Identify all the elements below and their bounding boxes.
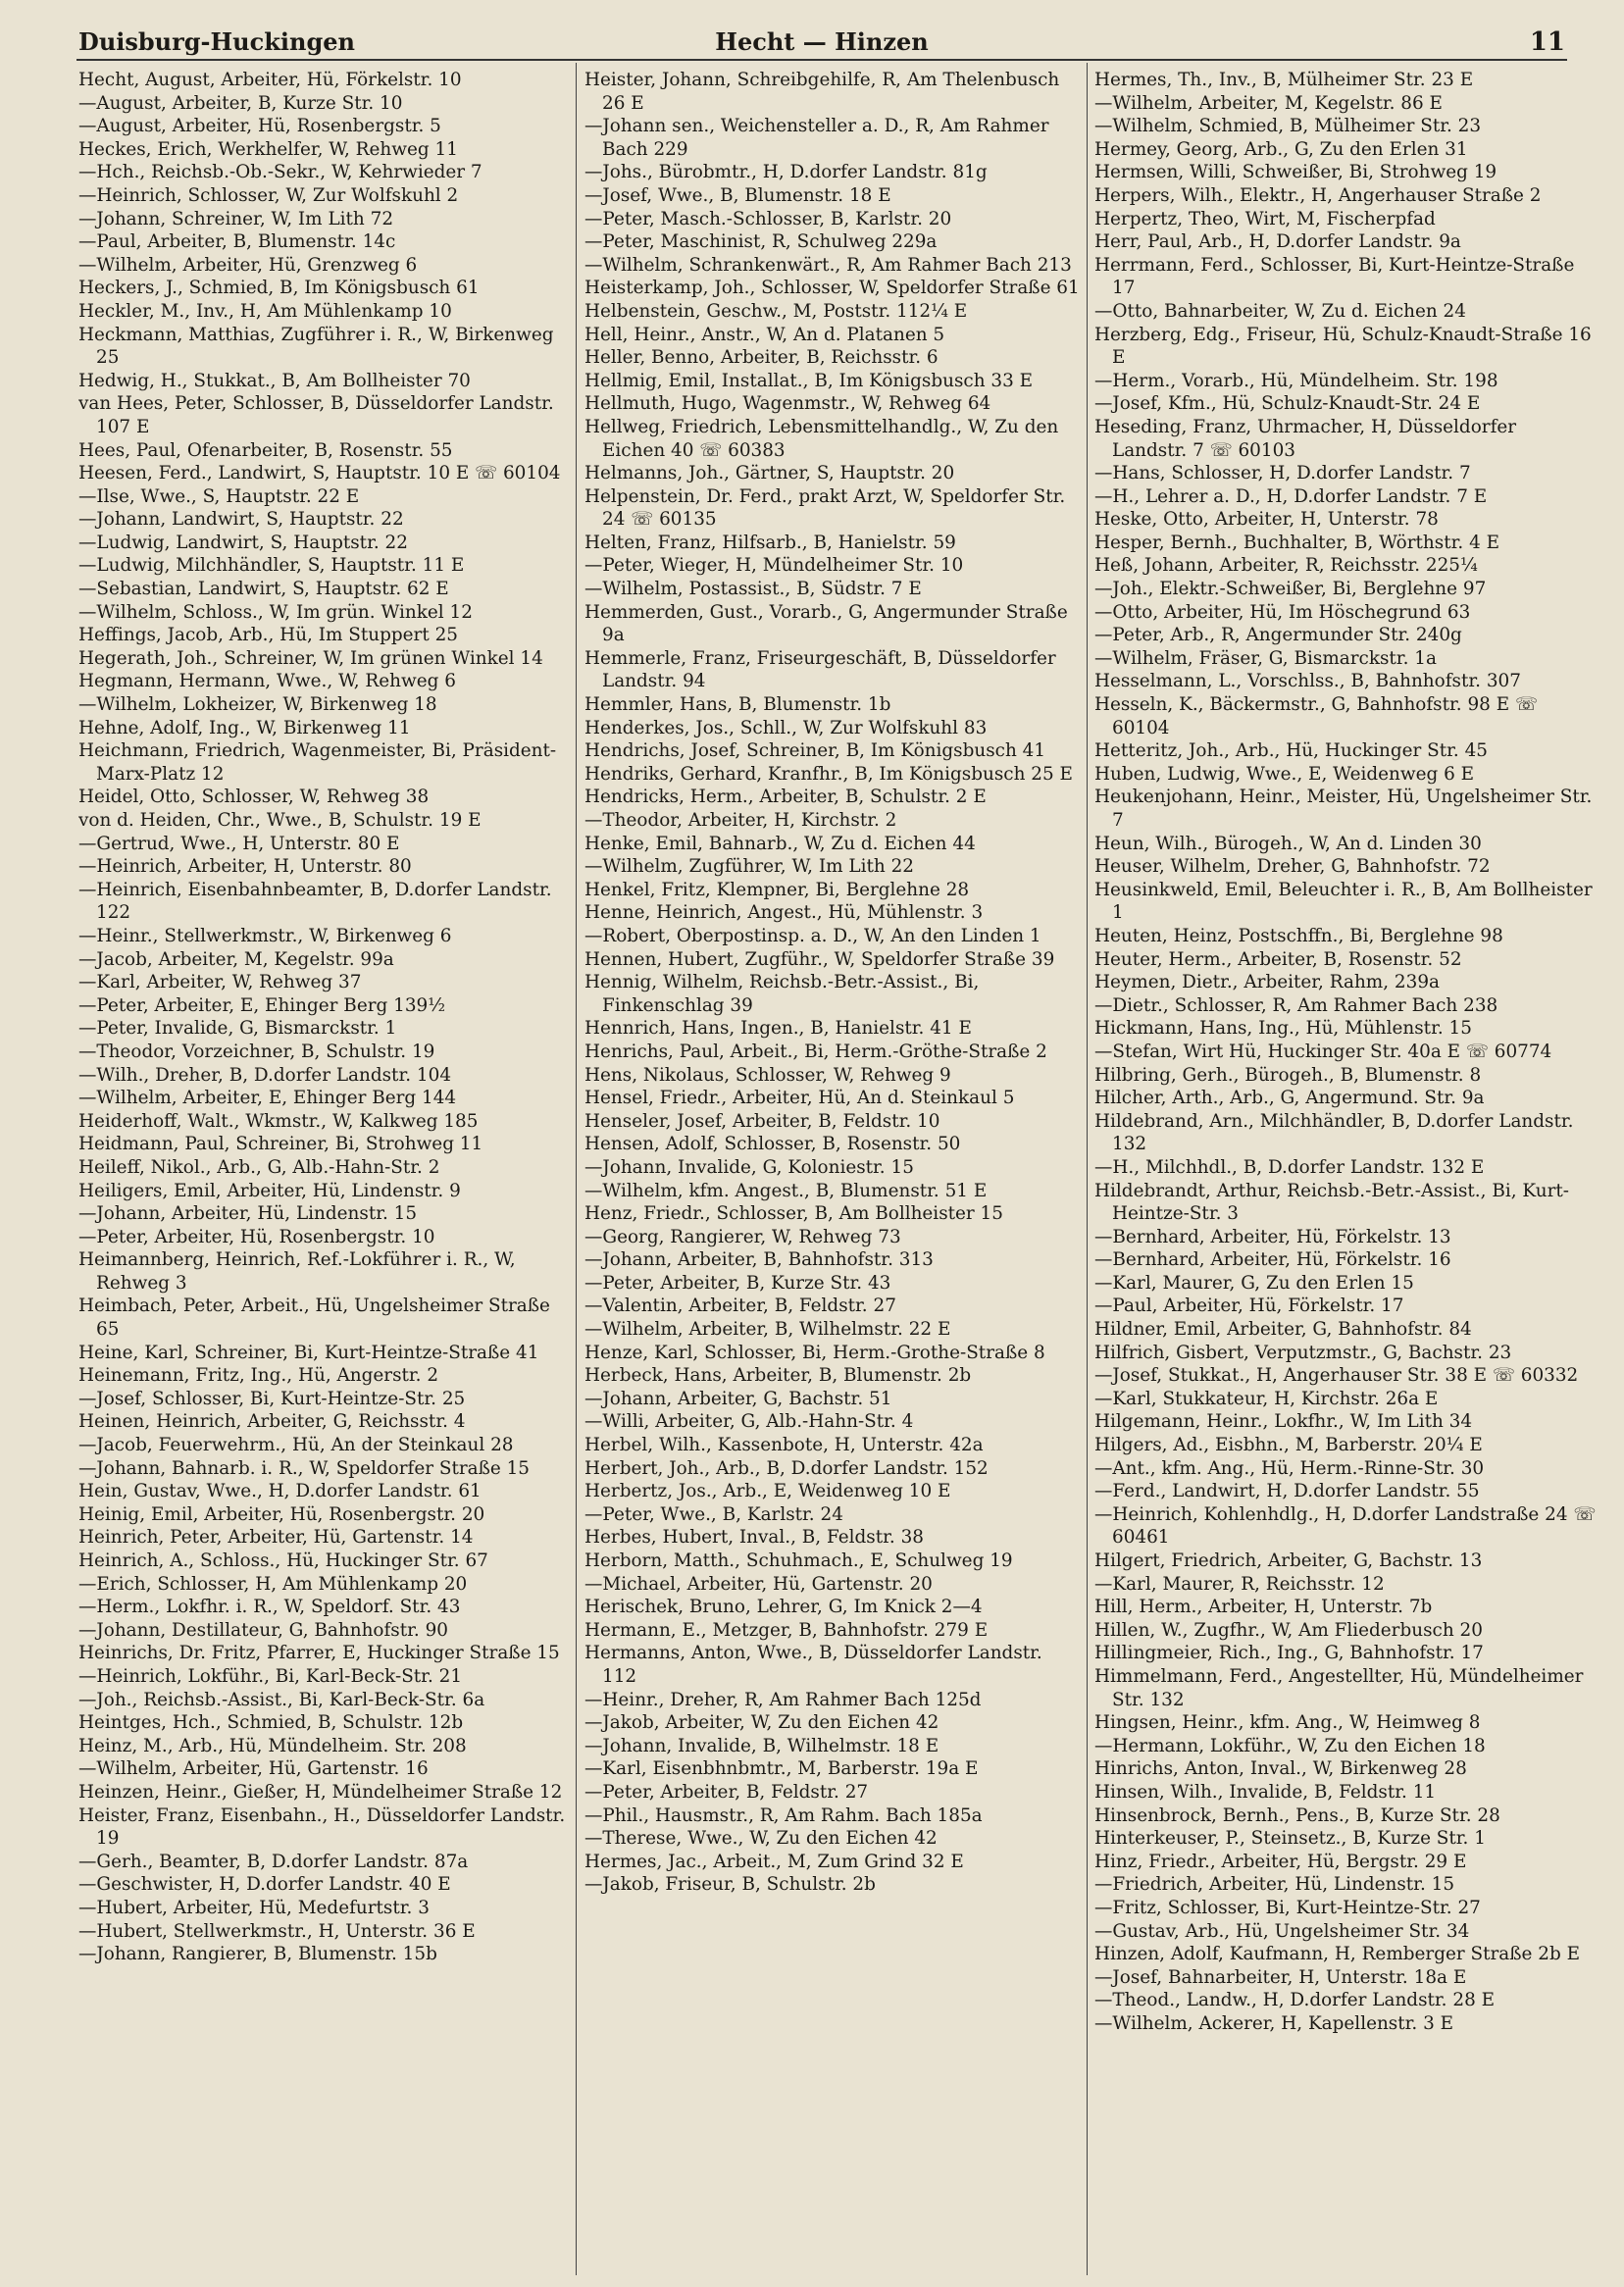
directory-entry: —Ludwig, Milchhändler, S, Hauptstr. 11 E [78, 555, 465, 577]
directory-entry: Heinzen, Heinr., Gießer, H, Mündelheimer Straße 12 [78, 1781, 563, 1803]
directory-entry: —Peter, Arbeiter, Hü, Rosenbergstr. 10 [78, 1226, 435, 1247]
directory-entry: Heisterkamp, Joh., Schlosser, W, Speldorfer Straße 61 [584, 278, 1080, 299]
directory-entry: Herpertz, Theo, Wirt, M, Fischerpfad [1094, 208, 1436, 229]
directory-entry: Heske, Otto, Arbeiter, H, Unterstr. 78 [1094, 509, 1439, 531]
directory-entry: —Johann, Destillateur, G, Bahnhofstr. 90 [78, 1619, 448, 1641]
directory-entry: —Karl, Maurer, G, Zu den Erlen 15 [1094, 1272, 1414, 1294]
directory-entry: Heinrichs, Dr. Fritz, Pfarrer, E, Huckinger Straße 15 [78, 1643, 560, 1664]
directory-entry: Hinsenbrock, Bernh., Pens., B, Kurze Str. 28 [1094, 1804, 1500, 1826]
directory-entry: Herborn, Matth., Schuhmach., E, Schulweg 19 [584, 1550, 1013, 1571]
directory-entry: Hermann, E., Metzger, B, Bahnhofstr. 279 E [584, 1619, 989, 1641]
directory-entry: —Johann, Schreiner, W, Im Lith 72 [78, 208, 394, 229]
directory-entry: Heister, Johann, Schreibgehilfe, R, Am Thelenbusch 26 E [584, 70, 1060, 114]
directory-entry: —Joh., Elektr.-Schweißer, Bi, Berglehne 97 [1094, 579, 1487, 600]
directory-entry: Henz, Friedr., Schlosser, B, Am Bollheister 15 [584, 1203, 1003, 1225]
directory-entry: —Johann, Invalide, G, Koloniestr. 15 [584, 1156, 914, 1178]
directory-entry: Heidmann, Paul, Schreiner, Bi, Strohweg 11 [78, 1134, 483, 1155]
directory-entry: —Josef, Kfm., Hü, Schulz-Knaudt-Str. 24 E [1094, 393, 1481, 415]
directory-entry: —H., Lehrer a. D., H, D.dorfer Landstr. 7 E [1094, 485, 1488, 507]
directory-entry: —Hubert, Stellwerkmstr., H, Unterstr. 36 E [78, 1920, 476, 1942]
directory-entry: —Johann, Arbeiter, Hü, Lindenstr. 15 [78, 1203, 418, 1225]
directory-entry: —Jacob, Feuerwehrm., Hü, An der Steinkaul 28 [78, 1435, 514, 1456]
directory-entry: Herbert, Joh., Arb., B, D.dorfer Landstr. 152 [584, 1457, 989, 1479]
directory-entry: —Stefan, Wirt Hü, Huckinger Str. 40a E ☏ 60774 [1094, 1041, 1552, 1062]
directory-entry: —Peter, Maschinist, R, Schulweg 229a [584, 231, 938, 253]
directory-entry: —Fritz, Schlosser, Bi, Kurt-Heintze-Str. 27 [1094, 1897, 1481, 1918]
directory-entry: —Josef, Wwe., B, Blumenstr. 18 E [584, 184, 891, 206]
directory-entry: —Sebastian, Landwirt, S, Hauptstr. 62 E [78, 579, 449, 600]
directory-entry: Heckmann, Matthias, Zugführer i. R., W, Birkenweg 25 [78, 324, 554, 369]
directory-entry: —Johs., Bürobmtr., H, D.dorfer Landstr. 81g [584, 162, 988, 183]
directory-entry: —August, Arbeiter, Hü, Rosenbergstr. 5 [78, 116, 441, 137]
directory-entry: Hendricks, Herm., Arbeiter, B, Schulstr. 2 E [584, 787, 987, 808]
directory-entry: Hermsen, Willi, Schweißer, Bi, Strohweg 19 [1094, 162, 1497, 183]
directory-entry: Hingsen, Heinr., kfm. Ang., W, Heimweg 8 [1094, 1712, 1481, 1734]
directory-entry: Hellmig, Emil, Installat., B, Im Königsbusch 33 E [584, 370, 1034, 391]
directory-entry: —Wilhelm, Arbeiter, M, Kegelstr. 86 E [1094, 92, 1443, 114]
directory-entry: Hermanns, Anton, Wwe., B, Düsseldorfer Landstr. 112 [584, 1643, 1042, 1687]
directory-entry: Hesselmann, L., Vorschlss., B, Bahnhofstr. 307 [1094, 671, 1521, 692]
directory-entry: Hilcher, Arth., Arb., G, Angermund. Str. 9a [1094, 1088, 1485, 1109]
directory-entry: —Johann, Arbeiter, G, Bachstr. 51 [584, 1388, 892, 1409]
directory-entry: Heukenjohann, Heinr., Meister, Hü, Ungelsheimer Str. 7 [1094, 787, 1593, 831]
directory-entry: —Otto, Bahnarbeiter, W, Zu d. Eichen 24 [1094, 300, 1466, 322]
directory-entry: Helten, Franz, Hilfsarb., B, Hanielstr. 59 [584, 532, 956, 553]
directory-entry: —Herm., Lokfhr. i. R., W, Speldorf. Str. 43 [78, 1597, 461, 1618]
directory-entry: Herrmann, Ferd., Schlosser, Bi, Kurt-Heintze-Straße 17 [1094, 254, 1575, 299]
directory-entry: —Wilhelm, kfm. Angest., B, Blumenstr. 51 E [584, 1180, 988, 1201]
directory-entry: —Wilhelm, Arbeiter, B, Wilhelmstr. 22 E [584, 1319, 951, 1341]
directory-entry: Heckers, J., Schmied, B, Im Königsbusch 61 [78, 278, 480, 299]
directory-entry: —Bernhard, Arbeiter, Hü, Förkelstr. 13 [1094, 1226, 1451, 1247]
directory-entry: —Johann, Arbeiter, B, Bahnhofstr. 313 [584, 1249, 934, 1271]
directory-entry: Hennrich, Hans, Ingen., B, Hanielstr. 41 E [584, 1018, 972, 1040]
directory-entry: Hedwig, H., Stukkat., B, Am Bollheister 70 [78, 370, 471, 391]
directory-entry: —Karl, Arbeiter, W, Rehweg 37 [78, 972, 362, 993]
directory-entry: Hellmuth, Hugo, Wagenmstr., W, Rehweg 64 [584, 393, 991, 415]
directory-entry: —Wilhelm, Schmied, B, Mülheimer Str. 23 [1094, 116, 1482, 137]
directory-entry: Heimannberg, Heinrich, Ref.-Lokführer i. R., W, Rehweg 3 [78, 1249, 516, 1294]
directory-entry: —Wilhelm, Schloss., W, Im grün. Winkel 12 [78, 601, 473, 623]
directory-entry: —Willi, Arbeiter, G, Alb.-Hahn-Str. 4 [584, 1411, 914, 1433]
directory-entry: Huben, Ludwig, Wwe., E, Weidenweg 6 E [1094, 763, 1475, 785]
directory-entry: —H., Milchhdl., B, D.dorfer Landstr. 132 E [1094, 1156, 1485, 1178]
directory-entry: Hildebrand, Arn., Milchhändler, B, D.dorfer Landstr. 132 [1094, 1110, 1574, 1155]
directory-entry: Henne, Heinrich, Angest., Hü, Mühlenstr. 3 [584, 902, 984, 924]
directory-entry: —Jakob, Friseur, B, Schulstr. 2b [584, 1874, 876, 1896]
directory-entry: Heinrich, Peter, Arbeiter, Hü, Gartenstr. 14 [78, 1527, 474, 1549]
directory-entry: Henrichs, Paul, Arbeit., Bi, Herm.-Gröthe-Straße 2 [584, 1041, 1047, 1062]
directory-entry: —Hch., Reichsb.-Ob.-Sekr., W, Kehrwieder 7 [78, 162, 482, 183]
directory-entry: —Bernhard, Arbeiter, Hü, Förkelstr. 16 [1094, 1249, 1451, 1271]
directory-entry: —Peter, Invalide, G, Bismarckstr. 1 [78, 1018, 397, 1040]
directory-entry: Herpers, Wilh., Elektr., H, Angerhauser Straße 2 [1094, 184, 1542, 206]
directory-entry: —Hubert, Arbeiter, Hü, Medefurtstr. 3 [78, 1897, 430, 1918]
directory-entry: Hinzen, Adolf, Kaufmann, H, Remberger Straße 2b E [1094, 1944, 1581, 1965]
directory-entry: —Hermann, Lokführ., W, Zu den Eichen 18 [1094, 1735, 1486, 1756]
directory-entry: Hendrichs, Josef, Schreiner, B, Im Königsbusch 41 [584, 740, 1046, 762]
directory-entry: —Gustav, Arb., Hü, Ungelsheimer Str. 34 [1094, 1920, 1470, 1942]
directory-entry: —Heinrich, Schlosser, W, Zur Wolfskuhl 2 [78, 184, 459, 206]
directory-entry: —Otto, Arbeiter, Hü, Im Höschegrund 63 [1094, 601, 1471, 623]
directory-entry: Hilgert, Friedrich, Arbeiter, G, Bachstr. 13 [1094, 1550, 1483, 1571]
directory-entry: Hinterkeuser, P., Steinsetz., B, Kurze Str. 1 [1094, 1828, 1486, 1850]
directory-column-3 [1094, 69, 1597, 2275]
directory-entry: —Heinrich, Eisenbahnbeamter, B, D.dorfer Landstr. 122 [78, 879, 552, 924]
directory-entry: —Paul, Arbeiter, B, Blumenstr. 14c [78, 231, 396, 253]
directory-column-2 [584, 69, 1081, 2275]
directory-entry: —Johann, Rangierer, B, Blumenstr. 15b [78, 1944, 437, 1965]
directory-entry: —Friedrich, Arbeiter, Hü, Lindenstr. 15 [1094, 1874, 1455, 1896]
directory-entry: Heller, Benno, Arbeiter, B, Reichsstr. 6 [584, 347, 939, 369]
directory-entry: Heinz, M., Arb., Hü, Mündelheim. Str. 208 [78, 1735, 467, 1756]
directory-entry: Hill, Herm., Arbeiter, H, Unterstr. 7b [1094, 1597, 1433, 1618]
directory-entry: Heiderhoff, Walt., Wkmstr., W, Kalkweg 185 [78, 1110, 479, 1132]
directory-entry: —Theodor, Vorzeichner, B, Schulstr. 19 [78, 1041, 435, 1062]
directory-entry: Henze, Karl, Schlosser, Bi, Herm.-Grothe-Straße 8 [584, 1342, 1045, 1363]
directory-entry: Heintges, Hch., Schmied, B, Schulstr. 12b [78, 1712, 464, 1734]
directory-entry: —Wilhelm, Postassist., B, Südstr. 7 E [584, 579, 922, 600]
header-rule [76, 59, 1567, 61]
directory-entry: —Karl, Maurer, R, Reichsstr. 12 [1094, 1573, 1385, 1595]
directory-entry: Hermey, Georg, Arb., G, Zu den Erlen 31 [1094, 138, 1468, 160]
directory-entry: —Wilhelm, Zugführer, W, Im Lith 22 [584, 856, 915, 878]
directory-entry: —Ludwig, Landwirt, S, Hauptstr. 22 [78, 532, 408, 553]
directory-entry: Heymen, Dietr., Arbeiter, Rahm, 239a [1094, 972, 1440, 993]
page-number: 11 [1529, 27, 1565, 57]
directory-entry: Hickmann, Hans, Ing., Hü, Mühlenstr. 15 [1094, 1018, 1472, 1040]
directory-entry: Hendriks, Gerhard, Kranfhr., B, Im Königsbusch 25 E [584, 763, 1073, 785]
directory-entry: Heinemann, Fritz, Ing., Hü, Angerstr. 2 [78, 1365, 439, 1387]
directory-entry: —Wilhelm, Lokheizer, W, Birkenweg 18 [78, 694, 437, 716]
directory-entry: —Karl, Eisenbhnbmtr., M, Barberstr. 19a E [584, 1758, 979, 1780]
directory-entry: Heileff, Nikol., Arb., G, Alb.-Hahn-Str. 2 [78, 1156, 440, 1178]
directory-entry: —Wilhelm, Arbeiter, Hü, Grenzweg 6 [78, 254, 418, 276]
directory-entry: Hermes, Jac., Arbeit., M, Zum Grind 32 E [584, 1851, 964, 1872]
directory-entry: Hillingmeier, Rich., Ing., G, Bahnhofstr. 17 [1094, 1643, 1484, 1664]
directory-entry: Hennen, Hubert, Zugführ., W, Speldorfer Straße 39 [584, 948, 1055, 970]
directory-entry: Heiligers, Emil, Arbeiter, Hü, Lindenstr. 9 [78, 1180, 461, 1201]
directory-entry: Heinrich, A., Schloss., Hü, Huckinger Str. 67 [78, 1550, 488, 1571]
page-header [78, 22, 1565, 61]
directory-entry: Heidel, Otto, Schlosser, W, Rehweg 38 [78, 787, 430, 808]
directory-entry: Heister, Franz, Eisenbahn., H., Düsseldorfer Landstr. 19 [78, 1804, 566, 1850]
directory-entry: —Wilh., Dreher, B, D.dorfer Landstr. 104 [78, 1064, 452, 1086]
directory-entry: Henkel, Fritz, Klempner, Bi, Berglehne 28 [584, 879, 970, 900]
directory-entry: Hennig, Wilhelm, Reichsb.-Betr.-Assist., Bi, Finkenschlag 39 [584, 972, 980, 1016]
directory-entry: —Josef, Bahnarbeiter, H, Unterstr. 18a E [1094, 1966, 1467, 1988]
directory-entry: von d. Heiden, Chr., Wwe., B, Schulstr. 19 E [78, 810, 482, 831]
directory-entry: —Peter, Wieger, H, Mündelheimer Str. 10 [584, 555, 964, 577]
directory-entry: Henke, Emil, Bahnarb., W, Zu d. Eichen 44 [584, 833, 976, 854]
directory-entry: Heckes, Erich, Werkhelfer, W, Rehweg 11 [78, 138, 458, 160]
directory-entry: Helmanns, Joh., Gärtner, S, Hauptstr. 20 [584, 463, 955, 484]
directory-entry: —Hans, Schlosser, H, D.dorfer Landstr. 7 [1094, 463, 1471, 484]
directory-entry: —Therese, Wwe., W, Zu den Eichen 42 [584, 1828, 938, 1850]
directory-entry: Herr, Paul, Arb., H, D.dorfer Landstr. 9a [1094, 231, 1461, 253]
directory-entry: —Robert, Oberpostinsp. a. D., W, An den Linden 1 [584, 925, 1041, 946]
directory-entry: Hensel, Friedr., Arbeiter, Hü, An d. Steinkaul 5 [584, 1088, 1015, 1109]
directory-entry: Heseding, Franz, Uhrmacher, H, Düsseldorfer Landstr. 7 ☏ 60103 [1094, 416, 1517, 461]
directory-entry: Herbertz, Jos., Arb., E, Weidenweg 10 E [584, 1481, 951, 1502]
directory-entry: —Jacob, Arbeiter, M, Kegelstr. 99a [78, 948, 394, 970]
directory-entry: Heun, Wilh., Bürogeh., W, An d. Linden 30 [1094, 833, 1482, 854]
directory-entry: Hell, Heinr., Anstr., W, An d. Platanen 5 [584, 324, 945, 345]
directory-entry: Heß, Johann, Arbeiter, R, Reichsstr. 225¼ [1094, 555, 1478, 577]
running-head-left: Duisburg-Huckingen [78, 27, 355, 56]
directory-entry: Hilgers, Ad., Eisbhn., M, Barberstr. 20¼ E [1094, 1435, 1483, 1456]
directory-entry: Hilbring, Gerh., Bürogeh., B, Blumenstr. 8 [1094, 1064, 1482, 1086]
directory-entry: —Phil., Hausmstr., R, Am Rahm. Bach 185a [584, 1804, 983, 1826]
directory-entry: —Wilhelm, Ackerer, H, Kapellenstr. 3 E [1094, 2012, 1454, 2034]
running-head-center: Hecht — Hinzen [715, 27, 929, 56]
directory-entry: Herbeck, Hans, Arbeiter, B, Blumenstr. 2b [584, 1365, 972, 1387]
directory-entry: Hinz, Friedr., Arbeiter, Hü, Bergstr. 29 E [1094, 1851, 1467, 1872]
directory-entry: Hemmerden, Gust., Vorarb., G, Angermunder Straße 9a [584, 601, 1068, 646]
directory-entry: —Heinrich, Lokführ., Bi, Karl-Beck-Str. 21 [78, 1665, 463, 1687]
directory-entry: Heckler, M., Inv., H, Am Mühlenkamp 10 [78, 300, 452, 322]
directory-entry: —Wilhelm, Arbeiter, Hü, Gartenstr. 16 [78, 1758, 429, 1780]
directory-entry: —Wilhelm, Arbeiter, E, Ehinger Berg 144 [78, 1088, 457, 1109]
directory-entry: Hesseln, K., Bäckermstr., G, Bahnhofstr. 98 E ☏ 60104 [1094, 694, 1538, 738]
directory-entry: Henderkes, Jos., Schll., W, Zur Wolfskuhl 83 [584, 717, 988, 738]
directory-entry: —Peter, Arb., R, Angermunder Str. 240g [1094, 625, 1462, 646]
directory-entry: Herbes, Hubert, Inval., B, Feldstr. 38 [584, 1527, 924, 1549]
directory-entry: —Paul, Arbeiter, Hü, Förkelstr. 17 [1094, 1296, 1404, 1317]
directory-entry: —Joh., Reichsb.-Assist., Bi, Karl-Beck-Str. 6a [78, 1689, 485, 1710]
directory-entry: Henseler, Josef, Arbeiter, B, Feldstr. 10 [584, 1110, 940, 1132]
directory-entry: Heichmann, Friedrich, Wagenmeister, Bi, Präsident-Marx-Platz 12 [78, 740, 557, 785]
directory-entry: —Johann, Bahnarb. i. R., W, Speldorfer Straße 15 [78, 1457, 531, 1479]
directory-entry: —Heinr., Stellwerkmstr., W, Birkenweg 6 [78, 925, 452, 946]
directory-entry: —Karl, Stukkateur, H, Kirchstr. 26a E [1094, 1388, 1439, 1409]
directory-entry: —Peter, Arbeiter, B, Kurze Str. 43 [584, 1272, 891, 1294]
directory-entry: —Wilhelm, Schrankenwärt., R, Am Rahmer Bach 213 [584, 254, 1072, 276]
directory-entry: —Jakob, Arbeiter, W, Zu den Eichen 42 [584, 1712, 939, 1734]
directory-entry: Hehne, Adolf, Ing., W, Birkenweg 11 [78, 717, 411, 738]
directory-entry: —Georg, Rangierer, W, Rehweg 73 [584, 1226, 901, 1247]
directory-entry: Heesen, Ferd., Landwirt, S, Hauptstr. 10 E ☏ 60104 [78, 463, 561, 484]
directory-entry: —Johann sen., Weichensteller a. D., R, Am Rahmer Bach 229 [584, 116, 1049, 160]
directory-entry: Hilgemann, Heinr., Lokfhr., W, Im Lith 34 [1094, 1411, 1473, 1433]
directory-entry: Himmelmann, Ferd., Angestellter, Hü, Mündelheimer Str. 132 [1094, 1665, 1584, 1710]
directory-entry: —Dietr., Schlosser, R, Am Rahmer Bach 238 [1094, 994, 1498, 1016]
directory-entry: Heffings, Jacob, Arb., Hü, Im Stuppert 25 [78, 625, 458, 646]
directory-entry: Hees, Paul, Ofenarbeiter, B, Rosenstr. 55 [78, 439, 453, 461]
directory-entry: —Ant., kfm. Ang., Hü, Herm.-Rinne-Str. 30 [1094, 1457, 1485, 1479]
directory-entry: Hinsen, Wilh., Invalide, B, Feldstr. 11 [1094, 1781, 1437, 1803]
directory-entry: —Heinr., Dreher, R, Am Rahmer Bach 125d [584, 1689, 982, 1710]
column-divider [1087, 63, 1088, 2275]
directory-entry: Helpenstein, Dr. Ferd., prakt Arzt, W, Speldorfer Str. 24 ☏ 60135 [584, 485, 1066, 531]
directory-entry: Hermes, Th., Inv., B, Mülheimer Str. 23 E [1094, 70, 1474, 90]
directory-entry: Herzberg, Edg., Friseur, Hü, Schulz-Knaudt-Straße 16 E [1094, 324, 1592, 369]
directory-entry: Heuter, Herm., Arbeiter, B, Rosenstr. 52 [1094, 948, 1462, 970]
directory-entry: —Gerh., Beamter, B, D.dorfer Landstr. 87a [78, 1851, 469, 1872]
directory-entry: Hein, Gustav, Wwe., H, D.dorfer Landstr. 61 [78, 1481, 482, 1502]
directory-entry: Hens, Nikolaus, Schlosser, W, Rehweg 9 [584, 1064, 951, 1086]
directory-entry: Herbel, Wilh., Kassenbote, H, Unterstr. 42a [584, 1435, 984, 1456]
directory-entry: Heuten, Heinz, Postschffn., Bi, Berglehne 98 [1094, 925, 1503, 946]
directory-entry: —Josef, Schlosser, Bi, Kurt-Heintze-Str. 25 [78, 1388, 466, 1409]
directory-entry: —Ferd., Landwirt, H, D.dorfer Landstr. 55 [1094, 1481, 1480, 1502]
directory-entry: Heinig, Emil, Arbeiter, Hü, Rosenbergstr. 20 [78, 1503, 485, 1525]
directory-column-1 [78, 69, 569, 2275]
directory-entry: Hegerath, Joh., Schreiner, W, Im grünen Winkel 14 [78, 647, 543, 669]
directory-entry: —Wilhelm, Fräser, G, Bismarckstr. 1a [1094, 647, 1437, 669]
directory-entry: —Peter, Arbeiter, E, Ehinger Berg 139½ [78, 994, 446, 1016]
column-divider [576, 63, 577, 2275]
directory-entry: Heine, Karl, Schreiner, Bi, Kurt-Heintze-Straße 41 [78, 1342, 539, 1363]
directory-entry: —Erich, Schlosser, H, Am Mühlenkamp 20 [78, 1573, 468, 1595]
directory-entry: Heinen, Heinrich, Arbeiter, G, Reichsstr. 4 [78, 1411, 466, 1433]
directory-entry: —Michael, Arbeiter, Hü, Gartenstr. 20 [584, 1573, 933, 1595]
directory-entry: Hinrichs, Anton, Inval., W, Birkenweg 28 [1094, 1758, 1467, 1780]
directory-entry: —Peter, Masch.-Schlosser, B, Karlstr. 20 [584, 208, 952, 229]
directory-entry: —Johann, Landwirt, S, Hauptstr. 22 [78, 509, 404, 531]
directory-entry: —Johann, Invalide, B, Wilhelmstr. 18 E [584, 1735, 939, 1756]
directory-entry: —Herm., Vorarb., Hü, Mündelheim. Str. 198 [1094, 370, 1498, 391]
directory-entry: Hensen, Adolf, Schlosser, B, Rosenstr. 50 [584, 1134, 961, 1155]
directory-entry: Hemmerle, Franz, Friseurgeschäft, B, Düsseldorfer Landstr. 94 [584, 647, 1056, 692]
directory-entry: Heusinkweld, Emil, Beleuchter i. R., B, Am Bollheister 1 [1094, 879, 1593, 924]
directory-entry: van Hees, Peter, Schlosser, B, Düsseldorfer Landstr. 107 E [78, 393, 554, 437]
directory-entry: —Valentin, Arbeiter, B, Feldstr. 27 [584, 1296, 896, 1317]
directory-entry: —Gertrud, Wwe., H, Unterstr. 80 E [78, 833, 400, 854]
directory-entry: —Geschwister, H, D.dorfer Landstr. 40 E [78, 1874, 451, 1896]
directory-entry: Heuser, Wilhelm, Dreher, G, Bahnhofstr. 72 [1094, 856, 1491, 878]
directory-entry: —Josef, Stukkat., H, Angerhauser Str. 38 E ☏ 60332 [1094, 1365, 1579, 1387]
directory-entry: Hilfrich, Gisbert, Verputzmstr., G, Bachstr. 23 [1094, 1342, 1512, 1363]
directory-entry: Helbenstein, Geschw., M, Poststr. 112¼ E [584, 300, 968, 322]
directory-entry: —Ilse, Wwe., S, Hauptstr. 22 E [78, 485, 360, 507]
directory-entry: Hemmler, Hans, B, Blumenstr. 1b [584, 694, 891, 716]
directory-entry: Hegmann, Hermann, Wwe., W, Rehweg 6 [78, 671, 456, 692]
directory-entry: —Peter, Wwe., B, Karlstr. 24 [584, 1503, 843, 1525]
directory-entry: —Heinrich, Kohlenhdlg., H, D.dorfer Landstraße 24 ☏ 60461 [1094, 1503, 1597, 1549]
directory-entry: Heimbach, Peter, Arbeit., Hü, Ungelsheimer Straße 65 [78, 1296, 550, 1341]
directory-entry: Herischek, Bruno, Lehrer, G, Im Knick 2—4 [584, 1597, 983, 1618]
directory-entry: Hillen, W., Zugfhr., W, Am Fliederbusch 20 [1094, 1619, 1483, 1641]
directory-entry: Hildner, Emil, Arbeiter, G, Bahnhofstr. 84 [1094, 1319, 1472, 1341]
directory-entry: Hetteritz, Joh., Arb., Hü, Huckinger Str. 45 [1094, 740, 1489, 762]
directory-entry: —Theod., Landw., H, D.dorfer Landstr. 28 E [1094, 1990, 1496, 2011]
directory-entry: Hecht, August, Arbeiter, Hü, Förkelstr. 10 [78, 70, 462, 90]
directory-entry: —Peter, Arbeiter, B, Feldstr. 27 [584, 1781, 869, 1803]
directory-entry: Hildebrandt, Arthur, Reichsb.-Betr.-Assist., Bi, Kurt-Heintze-Str. 3 [1094, 1180, 1570, 1225]
directory-entry: —Theodor, Arbeiter, H, Kirchstr. 2 [584, 810, 897, 831]
directory-entry: —August, Arbeiter, B, Kurze Str. 10 [78, 92, 403, 114]
directory-entry: Hellweg, Friedrich, Lebensmittelhandlg., W, Zu den Eichen 40 ☏ 60383 [584, 416, 1059, 461]
directory-entry: Hesper, Bernh., Buchhalter, B, Wörthstr. 4 E [1094, 532, 1500, 553]
directory-entry: —Heinrich, Arbeiter, H, Unterstr. 80 [78, 856, 412, 878]
